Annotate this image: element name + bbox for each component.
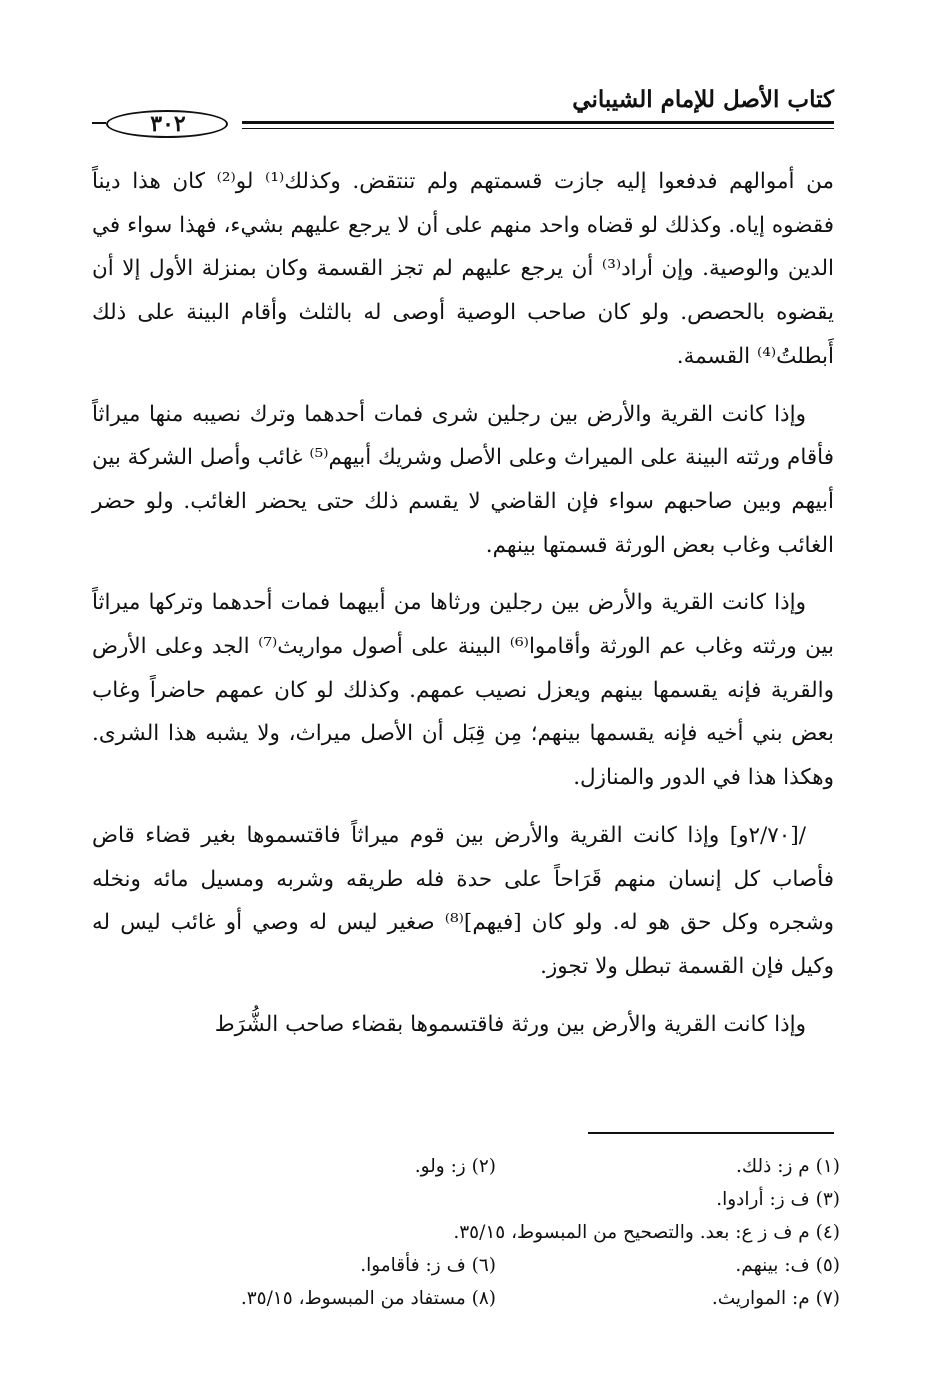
- footnotes: [150, 1150, 840, 1315]
- footnote-rule: [588, 1132, 834, 1134]
- header-rule-thick: [242, 121, 834, 124]
- footnote-1: (١) م ز: ذلك.: [736, 1156, 840, 1177]
- footnote-3: (٣) ف ز: أرادوا.: [716, 1189, 840, 1210]
- footnote-row: [150, 1282, 840, 1315]
- footnote-row: [150, 1150, 840, 1183]
- main-text: [92, 160, 834, 1060]
- page-number: [92, 110, 244, 138]
- footnote-row: [150, 1216, 840, 1249]
- header-rule-thin: [242, 128, 834, 129]
- running-header: [92, 80, 834, 140]
- paragraph-1: من أموالهم فدفعوا إليه جازت قسمتهم ولم تنتقض. وكذلك⁽¹⁾ لو⁽²⁾ كان هذا ديناً فقضوه إياه. وكذلك لو قضاه واحد منهم على أن لا يرجع عليهم بشيء، فهذا سواء في الدين والوصية. وإن أراد⁽³⁾ أن يرجع عليهم لم تجز القسمة وكان بمنزلة الأول إلا أن يقضوه بالحصص. ولو كان صاحب الوصية أوصى له بالثلث وأقام البينة على ذلك أَبطلتُ⁽⁴⁾ القسمة.: [92, 169, 834, 369]
- header-rule-left: [92, 122, 106, 124]
- footnote-row: [150, 1183, 840, 1216]
- paragraph-3: وإذا كانت القرية والأرض بين رجلين ورثاها من أبيهما فمات أحدهما وتركها ميراثاً بين ورثته وغاب عم الورثة وأقاموا⁽⁶⁾ البينة على أصول مواريث⁽⁷⁾ الجد وعلى الأرض والقرية فإنه يقسمها بينهم ويعزل نصيب عمهم. وكذلك لو كان عمهم حاضراً وغاب بعض بني أخيه فإنه يقسمها بينهم؛ مِن قِبَل أن الأصل ميراث، ولا يشبه هذا الشرى. وهكذا هذا في الدور والمنازل.: [92, 590, 834, 791]
- paragraph-4: /[٢/٧٠و] وإذا كانت القرية والأرض بين قوم ميراثاً فاقتسموها بغير قضاء قاض فأصاب كل إنسان منهم قَرَاحاً على حدة فله طريقه وشربه ومسيل مائه ونخله وشجره وكل حق هو له. ولو كان [فيهم]⁽⁸⁾ صغير ليس له وصي أو غائب ليس له وكيل فإن القسمة تبطل ولا تجوز.: [92, 822, 834, 979]
- footnote-5: (٥) ف: بينهم.: [735, 1255, 840, 1276]
- footnote-2: (٢) ز: ولو.: [414, 1156, 496, 1177]
- footnote-4: (٤) م ف ز ع: بعد. والتصحيح من المبسوط، ٣٥/١٥.: [453, 1222, 840, 1243]
- paragraph-5: وإذا كانت القرية والأرض بين ورثة فاقتسموها بقضاء صاحب الشُّرَط: [214, 1011, 806, 1037]
- footnote-8: (٨) مستفاد من المبسوط، ٣٥/١٥.: [240, 1288, 496, 1309]
- footnote-row: [150, 1249, 840, 1282]
- footnote-6: (٦) ف ز: فأقاموا.: [360, 1255, 496, 1276]
- page-number-text: ٣٠٢: [150, 111, 186, 137]
- footnote-7: (٧) م: المواريث.: [711, 1288, 840, 1309]
- paragraph-2: وإذا كانت القرية والأرض بين رجلين شرى فمات أحدهما وترك نصيبه منها ميراثاً فأقام ورثته البينة على الميراث وعلى الأصل وشريك أبيهم⁽⁵⁾ غائب وأصل الشركة بين أبيهم وبين صاحبهم سواء فإن القاضي لا يقسم ذلك حتى يحضر الغائب. ولو حضر الغائب وغاب بعض الورثة قسمتها بينهم.: [92, 401, 834, 558]
- book-title: كتاب الأصل للإمام الشيباني: [572, 86, 834, 113]
